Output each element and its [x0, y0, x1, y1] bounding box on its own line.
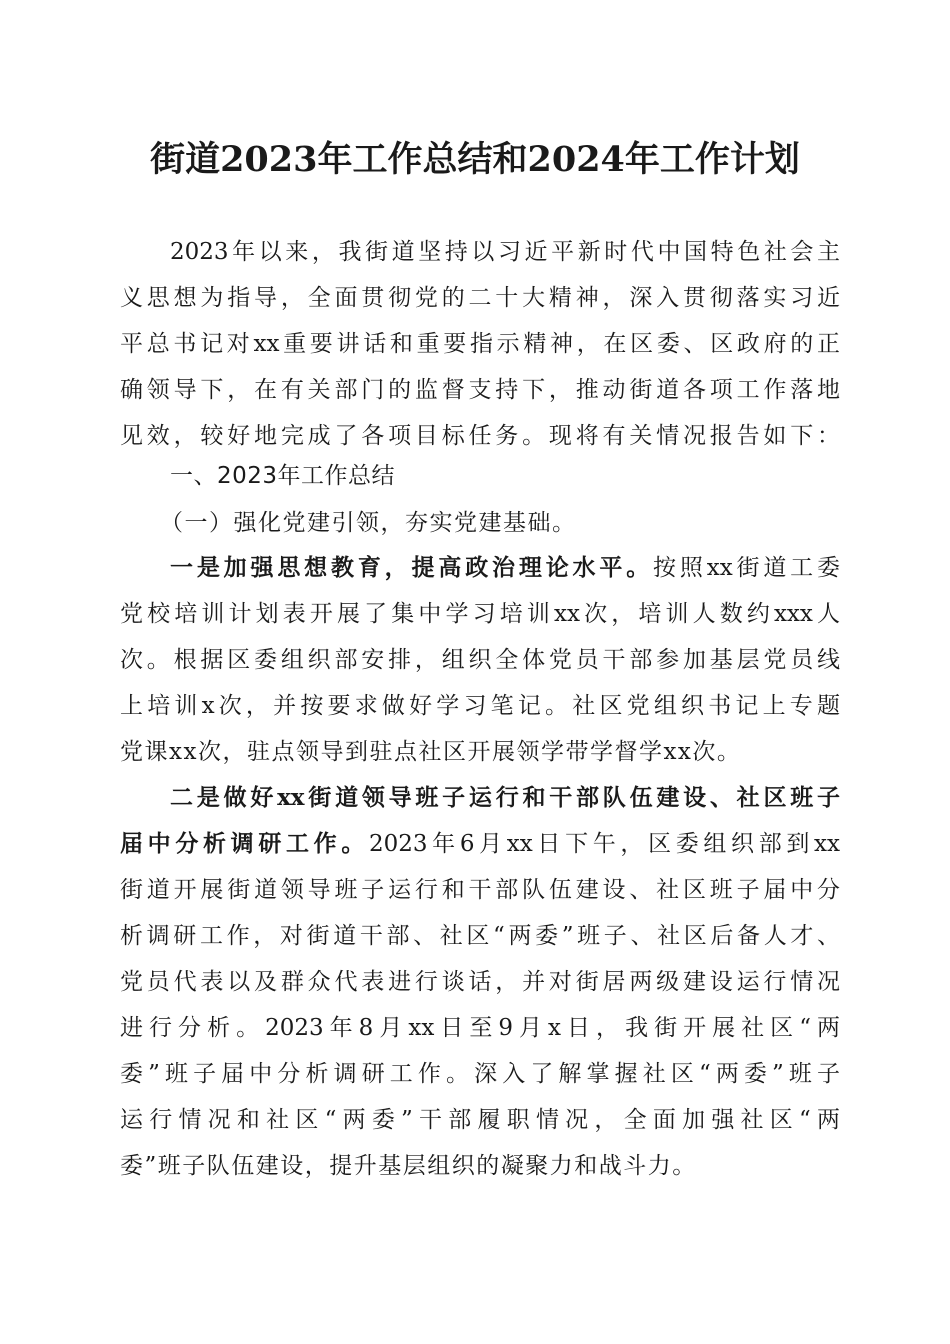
intro-line-4: 确领导下，在有关部门的监督支持下，推动街道各项工作落地 — [120, 377, 840, 403]
para2-line-8: 运行情况和社区“两委”干部履职情况，全面加强社区“两 — [120, 1107, 840, 1133]
document-title: 街道2023年工作总结和2024年工作计划 — [150, 139, 800, 180]
intro-line-1: 2023年以来，我街道坚持以习近平新时代中国特色社会主 — [170, 239, 840, 265]
para2-lead-line-1: 二是做好xx街道领导班子运行和干部队伍建设、社区班子 — [170, 784, 840, 811]
subsection-heading-1: （一）强化党建引领，夯实党建基础。 — [160, 510, 577, 536]
para2-line-7: 委”班子届中分析调研工作。深入了解掌握社区“两委”班子 — [120, 1061, 840, 1087]
para1-line-1-rest: 按照xx街道工委 — [653, 555, 841, 581]
para2-line-2-rest: 2023年6月xx日下午，区委组织部到xx — [368, 831, 840, 857]
para1-line-5: 党课xx次，驻点领导到驻点社区开展领学带学督学xx次。 — [120, 739, 742, 765]
para1-line-1 — [170, 553, 840, 583]
intro-line-3: 平总书记对xx重要讲话和重要指示精神，在区委、区政府的正 — [120, 331, 840, 357]
para2-line-2 — [120, 829, 840, 859]
section-heading-1: 一、2023年工作总结 — [170, 463, 396, 489]
para2-line-4: 析调研工作，对街道干部、社区“两委”班子、社区后备人才、 — [120, 923, 840, 949]
para2-line-3: 街道开展街道领导班子运行和干部队伍建设、社区班子届中分 — [120, 877, 840, 903]
para1-lead: 一是加强思想教育，提高政治理论水平。 — [170, 554, 654, 581]
para2-line-5: 党员代表以及群众代表进行谈话，并对街居两级建设运行情况 — [120, 969, 840, 995]
intro-line-5: 见效，较好地完成了各项目标任务。现将有关情况报告如下： — [120, 423, 840, 449]
para1-line-4: 上培训x次，并按要求做好学习笔记。社区党组织书记上专题 — [120, 693, 840, 719]
para2-lead-line-2: 届中分析调研工作。 — [120, 830, 369, 857]
para2-line-6: 进行分析。2023年8月xx日至9月x日，我街开展社区“两 — [120, 1015, 840, 1041]
para1-line-3: 次。根据区委组织部安排，组织全体党员干部参加基层党员线 — [120, 647, 840, 673]
para1-line-2: 党校培训计划表开展了集中学习培训xx次，培训人数约xxx人 — [120, 601, 840, 627]
intro-line-2: 义思想为指导，全面贯彻党的二十大精神，深入贯彻落实习近 — [120, 285, 840, 311]
para2-line-9: 委”班子队伍建设，提升基层组织的凝聚力和战斗力。 — [120, 1153, 697, 1179]
